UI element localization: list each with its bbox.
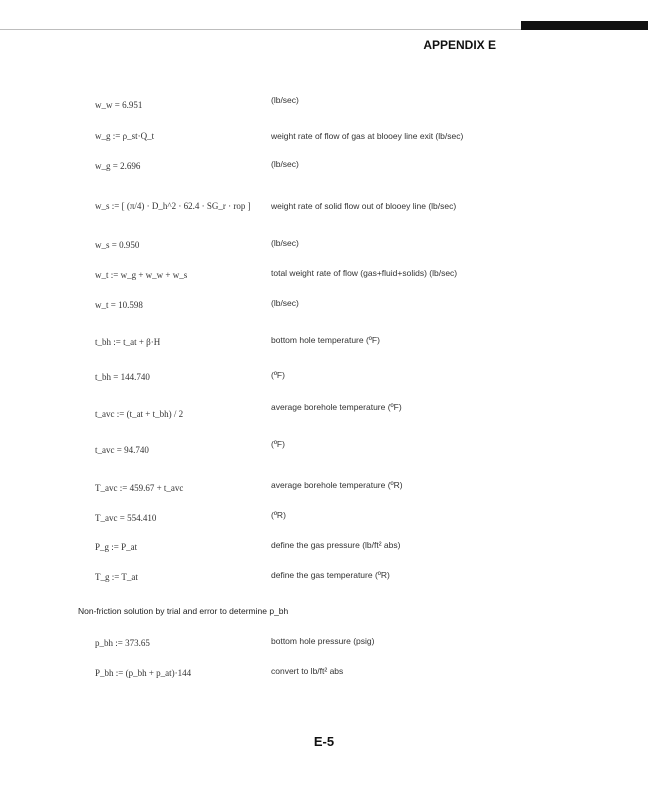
- equation-row: [0, 238, 648, 258]
- equation-row: [0, 159, 648, 179]
- equation: w_s = 0.950: [95, 240, 140, 250]
- equation: P_g := P_at: [95, 542, 138, 552]
- equation-row: [0, 335, 648, 355]
- equation: T_avc = 554.410: [95, 513, 157, 523]
- equation: P_bh := (p_bh + p_at)·144: [95, 668, 192, 678]
- equation-row: [0, 298, 648, 318]
- equation-row: [0, 540, 648, 560]
- equation: t_avc := (t_at + t_bh) / 2: [95, 409, 184, 419]
- description: weight rate of solid flow out of blooey line (lb/sec): [271, 201, 457, 211]
- description: (ºF): [271, 439, 285, 449]
- description: (ºF): [271, 370, 285, 380]
- equation: t_avc = 94.740: [95, 445, 149, 455]
- description: total weight rate of flow (gas+fluid+solids) (lb/sec): [271, 268, 458, 278]
- equation: t_bh := t_at + β·H: [95, 337, 161, 347]
- equation-row: [0, 439, 648, 459]
- equation-row: [0, 510, 648, 530]
- equation-row: [0, 570, 648, 590]
- equation: w_t = 10.598: [95, 300, 143, 310]
- description: bottom hole temperature (ºF): [271, 335, 380, 345]
- description: convert to lb/ft² abs: [271, 666, 344, 676]
- equation-row: [0, 402, 648, 428]
- description: (lb/sec): [271, 159, 299, 169]
- equation: w_g = 2.696: [95, 161, 141, 171]
- description: average borehole temperature (ºR): [271, 480, 403, 490]
- header-bar: [521, 21, 648, 30]
- equation-row: [0, 129, 648, 149]
- equation: w_t := w_g + w_w + w_s: [95, 270, 188, 280]
- equation-row: [0, 268, 648, 288]
- description: define the gas temperature (ºR): [271, 570, 390, 580]
- equation: T_g := T_at: [95, 572, 138, 582]
- equation: w_w = 6.951: [95, 100, 143, 110]
- equation: t_bh = 144.740: [95, 372, 150, 382]
- description: (lb/sec): [271, 95, 299, 105]
- description: (lb/sec): [271, 298, 299, 308]
- description: define the gas pressure (lb/ft² abs): [271, 540, 401, 550]
- equation-row: [0, 636, 648, 656]
- section-paragraph: Non-friction solution by trial and error to determine p_bh: [78, 606, 289, 616]
- equation-row: [0, 480, 648, 500]
- equation-row: [0, 666, 648, 686]
- equation-row: [0, 95, 648, 115]
- equation: w_s := [ (π/4) · D_h^2 · 62.4 · SG_r · rop ]: [95, 201, 251, 211]
- equation: T_avc := 459.67 + t_avc: [95, 483, 184, 493]
- description: (lb/sec): [271, 238, 299, 248]
- description: average borehole temperature (ºF): [271, 402, 402, 412]
- equation: p_bh := 373.65: [95, 638, 150, 648]
- description: bottom hole pressure (psig): [271, 636, 375, 646]
- equation: w_g := ρ_st·Q_t: [95, 131, 155, 141]
- page-number: E-5: [313, 734, 335, 749]
- equation-row: [0, 370, 648, 390]
- equation-row: [0, 193, 648, 221]
- appendix-title: APPENDIX E: [423, 38, 496, 52]
- description: (ºR): [271, 510, 286, 520]
- description: weight rate of flow of gas at blooey line exit (lb/sec): [271, 131, 464, 141]
